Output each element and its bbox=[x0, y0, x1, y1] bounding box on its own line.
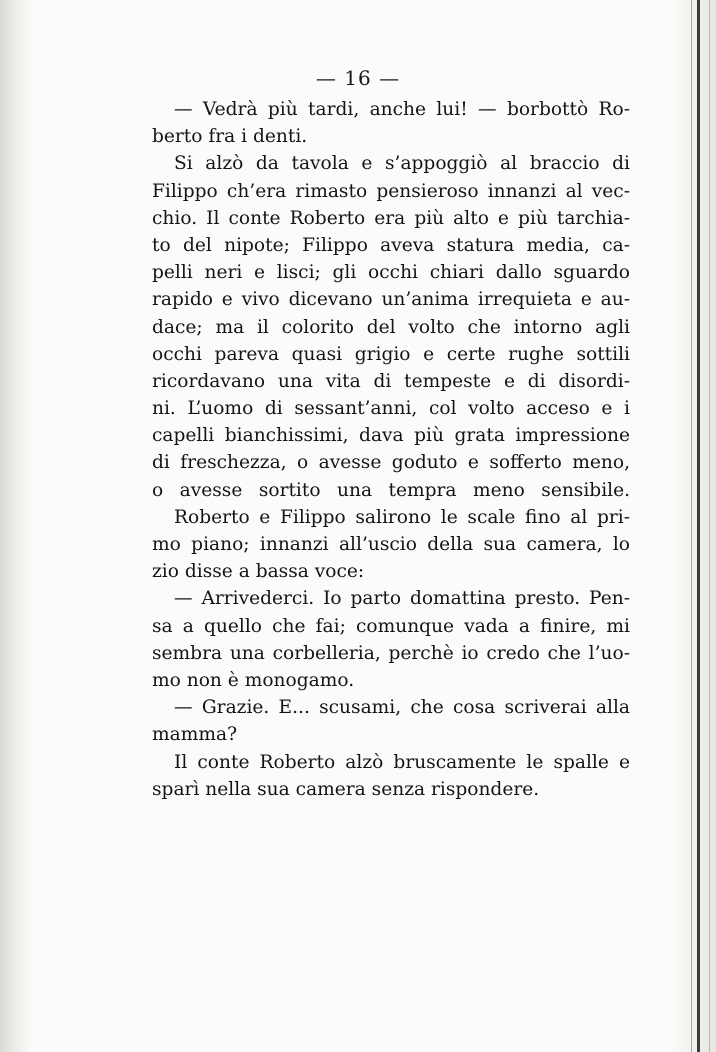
text-line: sa a quello che fai; comunque vada a finire, mi bbox=[152, 615, 630, 637]
text-line: — Grazie. E... scusami, che cosa scriverai alla bbox=[174, 697, 630, 719]
text-line: Roberto e Filippo salirono le scale fino al pri- bbox=[174, 506, 630, 528]
text-line: — Vedrà più tardi, anche lui! — borbottò Ro- bbox=[174, 99, 630, 120]
text-line: Il conte Roberto alzò bruscamente le spalle e bbox=[174, 751, 630, 773]
text-line: chio. Il conte Roberto era più alto e più tarchia- bbox=[152, 207, 630, 229]
text-line: Filippo ch’era rimasto pensieroso innanzi al vec- bbox=[152, 180, 630, 202]
text-line: mo non è monogamo. bbox=[152, 669, 355, 691]
text-line: Si alzò da tavola e s’appoggiò al braccio di bbox=[174, 153, 630, 175]
text-line: ni. L’uomo di sessant’anni, col volto acceso e i bbox=[152, 398, 630, 420]
text-line: dace; ma il colorito del volto che intorno agli bbox=[152, 316, 630, 338]
binding-line bbox=[697, 0, 700, 1052]
text-line: — Arrivederci. Io parto domattina presto. Pen- bbox=[174, 588, 630, 610]
page-number: — 16 — bbox=[315, 66, 401, 90]
text-line: occhi pareva quasi grigio e certe rughe sottili bbox=[152, 343, 630, 365]
text-line: pelli neri e lisci; gli occhi chiari dallo sguardo bbox=[152, 262, 630, 284]
text-line: zio disse a bassa voce: bbox=[152, 561, 365, 583]
scan-shadow-left bbox=[0, 0, 34, 1052]
text-line: berto fra i denti. bbox=[152, 126, 308, 148]
binding-line bbox=[691, 0, 692, 1052]
text-line: sembra una corbelleria, perchè io credo che l’uo- bbox=[152, 642, 630, 664]
binding-line bbox=[709, 0, 710, 1052]
text-line: o avesse sortito una tempra meno sensibile. bbox=[152, 479, 630, 501]
text-line: mo piano; innanzi all’uscio della sua camera, lo bbox=[152, 534, 630, 555]
text-line: sparì nella sua camera senza rispondere. bbox=[152, 778, 540, 800]
body-text bbox=[152, 96, 630, 803]
text-line: capelli bianchissimi, dava più grata impressione bbox=[152, 425, 630, 447]
text-line: mamma? bbox=[152, 724, 238, 746]
text-line: di freschezza, o avesse goduto e sofferto meno, bbox=[152, 452, 630, 474]
text-line: ricordavano una vita di tempeste e di disordi- bbox=[152, 370, 630, 392]
text-line: to del nipote; Filippo aveva statura media, ca- bbox=[152, 234, 630, 256]
text-line: rapido e vivo dicevano un’anima irrequieta e au- bbox=[152, 289, 630, 311]
